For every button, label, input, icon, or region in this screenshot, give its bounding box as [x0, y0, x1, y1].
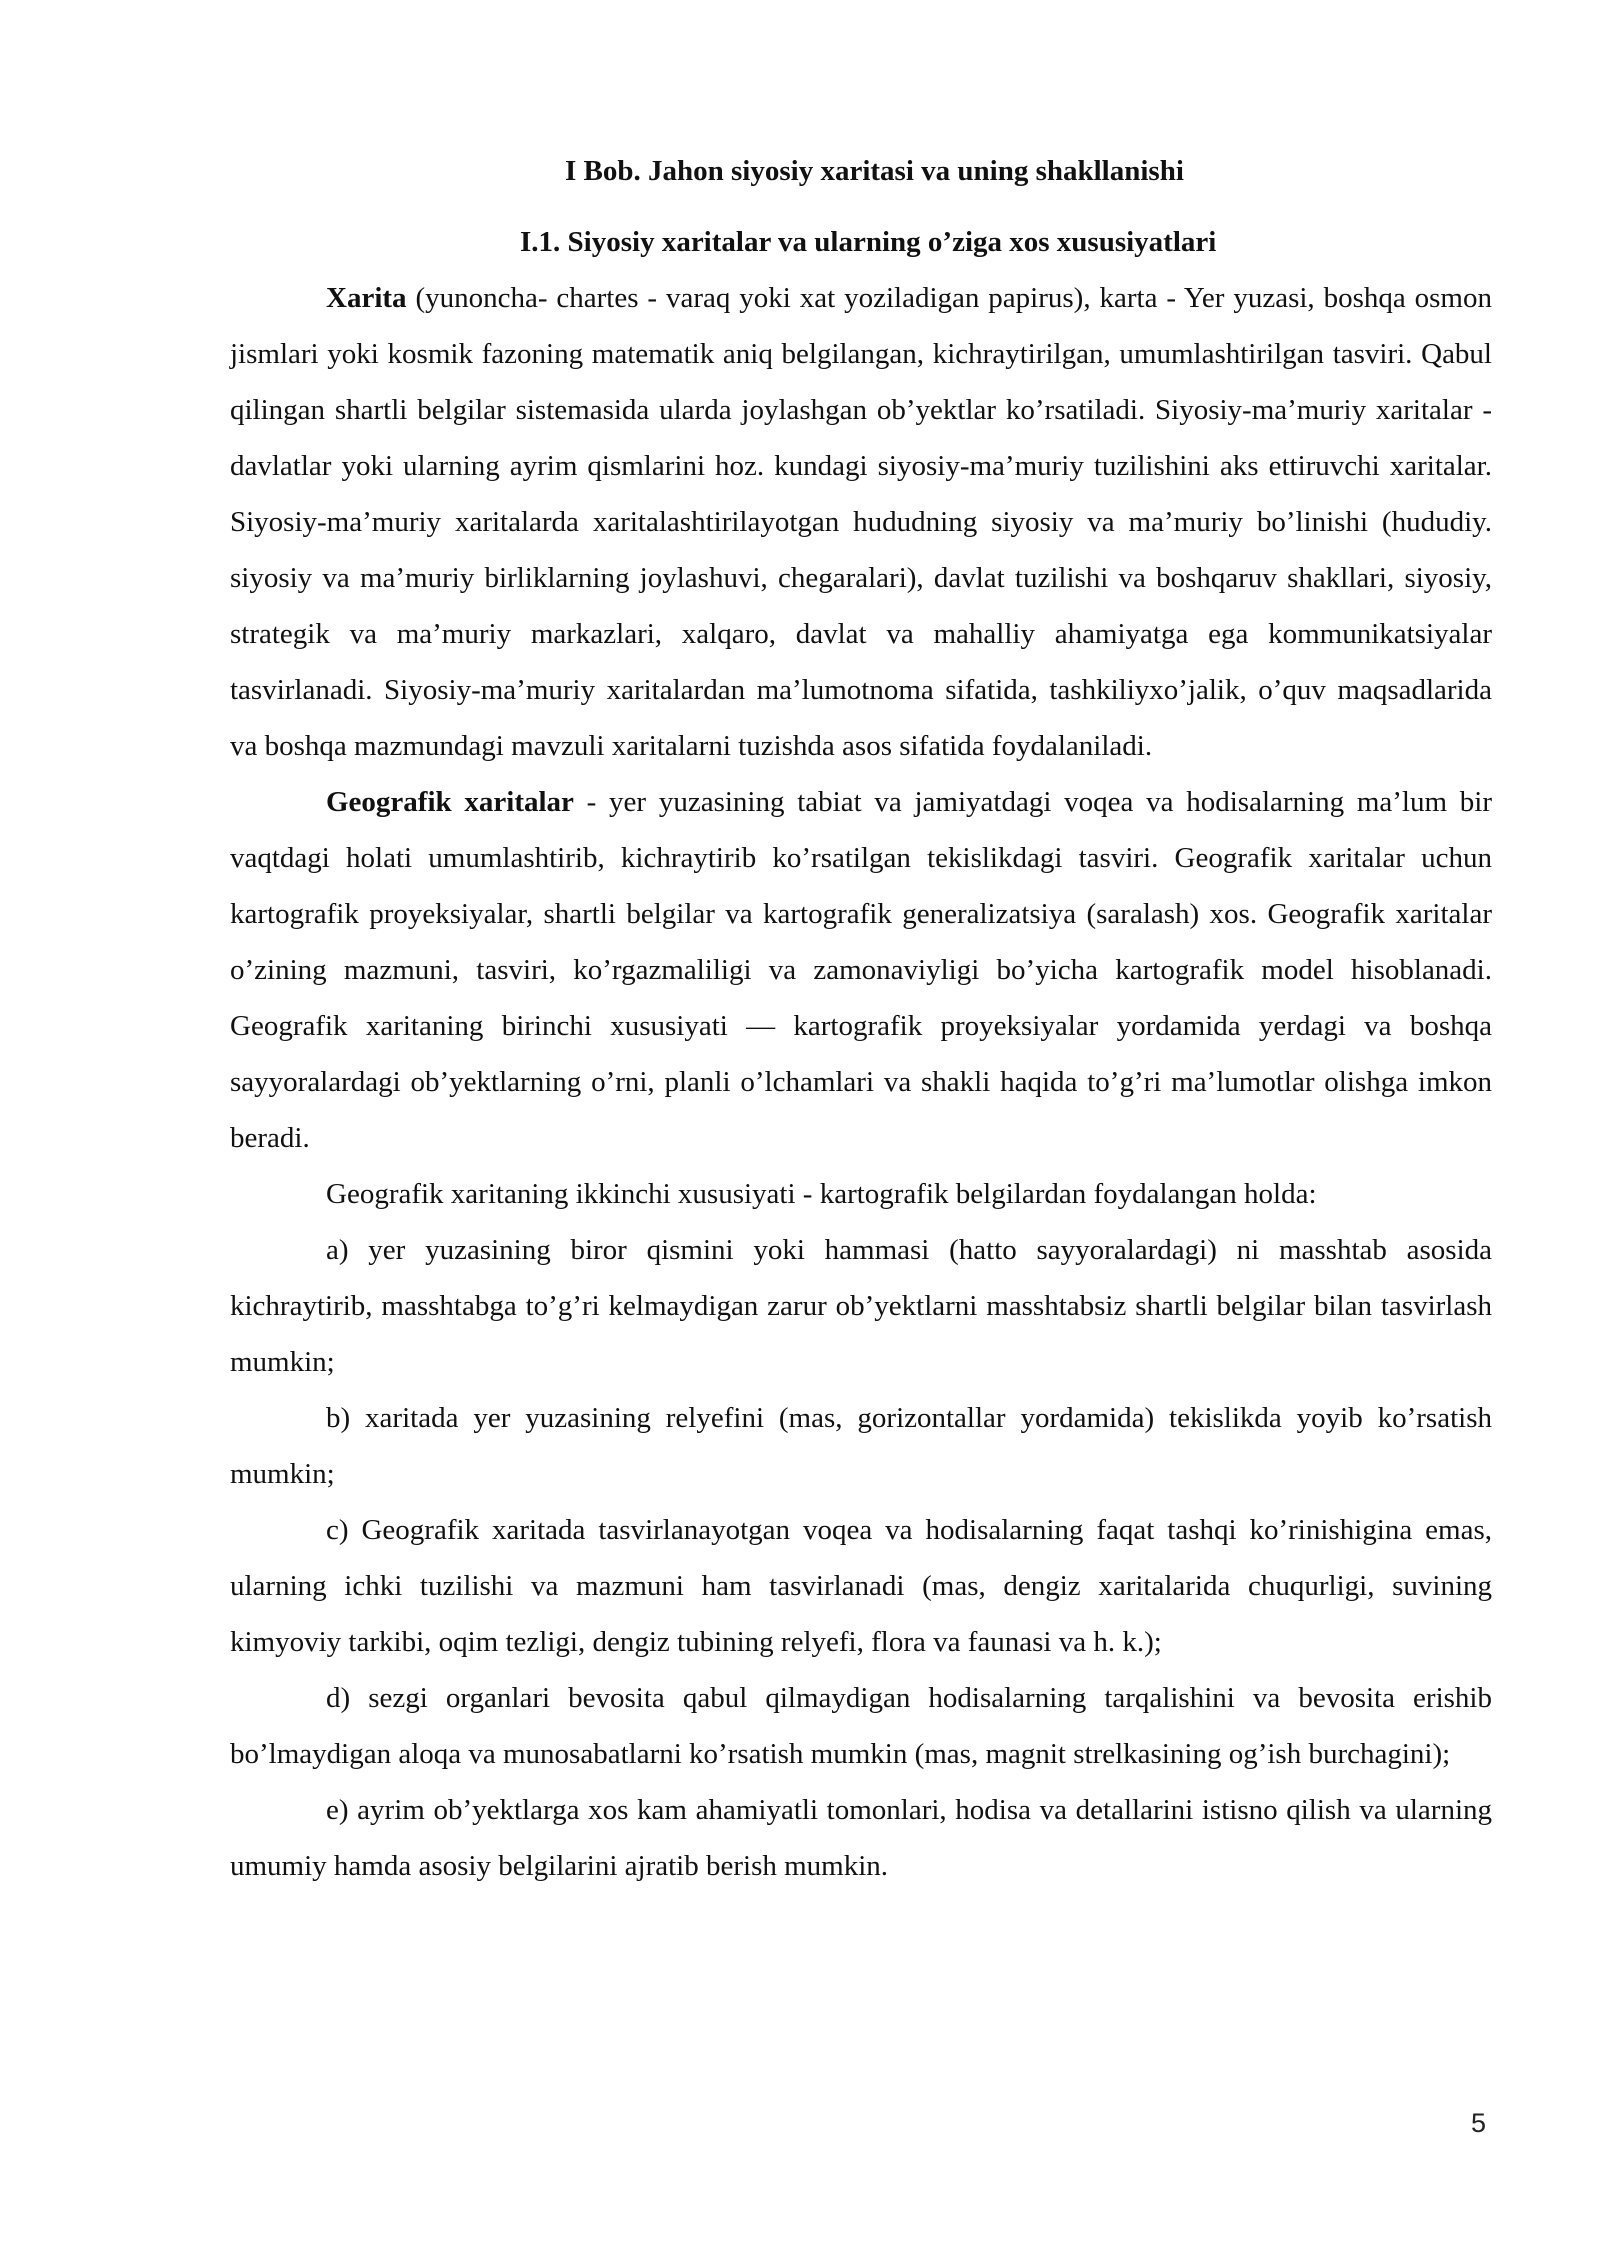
list-item-b: b) xaritada yer yuzasining relyefini (mas, gorizontallar yordamida) tekislikda yoyib ko’rsatish mumkin; — [230, 1402, 1492, 1490]
term-geografik-xaritalar: Geografik xaritalar — [326, 786, 574, 818]
page-number: 5 — [1471, 2108, 1487, 2138]
section-title: I.1. Siyosiy xaritalar va ularning o’ziga xos xususiyatlari — [520, 226, 1217, 258]
list-item-d: d) sezgi organlari bevosita qabul qilmaydigan hodisalarning tarqalishini va bevosita erishib bo’lmaydigan aloqa va munosabatlarni ko’rsatish mumkin (mas, magnit strelkasining og’ish burchagini); — [230, 1682, 1492, 1770]
paragraph-text: - yer yuzasining tabiat va jamiyatdagi voqea va hodisalarning ma’lum bir vaqtdagi holati umumlashtirib, kichraytirib ko’rsatilgan tekislikdagi tasviri. Geografik xaritalar uchun kartografik proyeksiyalar, shartli belgilar va kartografik generalizatsiya (saralash) xos. Geografik xaritalar o’zining mazmuni, tasviri, ko’rgazmaliligi va zamonaviyligi bo’yicha kartografik model hisoblanadi. Geografik xaritaning birinchi xususiyati — kartografik proyeksiyalar yordamida yerdagi va boshqa sayyoralardagi ob’yektlarning o’rni, planli o’lchamlari va shakli haqida to’g’ri ma’lumotlar olishga imkon beradi. — [230, 786, 1492, 1154]
term-xarita: Xarita — [326, 282, 407, 314]
page-content — [230, 150, 1492, 1894]
list-item-a: a) yer yuzasining biror qismini yoki hammasi (hatto sayyoralardagi) ni masshtab asosida kichraytirib, masshtabga to’g’ri kelmaydigan zarur ob’yektlarni masshtabsiz shartli belgilar bilan tasvirlash mumkin; — [230, 1234, 1492, 1378]
paragraph-ikkinchi-xususiyat: Geografik xaritaning ikkinchi xususiyati - kartografik belgilardan foydalangan holda: — [326, 1178, 1317, 1210]
paragraph-xarita — [230, 270, 1492, 774]
chapter-title: I Bob. Jahon siyosiy xaritasi va uning shakllanishi — [565, 155, 1184, 187]
list-item-e: e) ayrim ob’yektlarga xos kam ahamiyatli tomonlari, hodisa va detallarini istisno qilish va ularning umumiy hamda asosiy belgilarini ajratib berish mumkin. — [230, 1794, 1492, 1882]
list-item-c: c) Geografik xaritada tasvirlanayotgan voqea va hodisalarning faqat tashqi ko’rinishigina emas, ularning ichki tuzilishi va mazmuni ham tasvirlanadi (mas, dengiz xaritalarida chuqurligi, suvining kimyoviy tarkibi, oqim tezligi, dengiz tubining relyefi, flora va faunasi va h. k.); — [230, 1514, 1492, 1658]
paragraph-text: (yunoncha- chartes - varaq yoki xat yoziladigan papirus), karta - Yer yuzasi, boshqa osmon jismlari yoki kosmik fazoning matematik aniq belgilangan, kichraytirilgan, umumlashtirilgan tasviri. Qabul qilingan shartli belgilar sistemasida ularda joylashgan ob’yektlar ko’rsatiladi. Siyosiy-ma’muriy xaritalar - davlatlar yoki ularning ayrim qismlarini hoz. kundagi siyosiy-ma’muriy tuzilishini aks ettiruvchi xaritalar. Siyosiy-ma’muriy xaritalarda xaritalashtirilayotgan hududning siyosiy va ma’muriy bo’linishi (hududiy. siyosiy va ma’muriy birliklarning joylashuvi, chegaralari), davlat tuzilishi va boshqaruv shakllari, siyosiy, strategik va ma’muriy markazlari, xalqaro, davlat va mahalliy ahamiyatga ega kommunikatsiyalar tasvirlanadi. Siyosiy-ma’muriy xaritalardan ma’lumotnoma sifatida, tashkiliyxo’jalik, o’quv maqsadlarida va boshqa mazmundagi mavzuli xaritalarni tuzishda asos sifatida foydalaniladi. — [230, 282, 1492, 762]
paragraph-geografik-xaritalar — [230, 774, 1492, 1166]
